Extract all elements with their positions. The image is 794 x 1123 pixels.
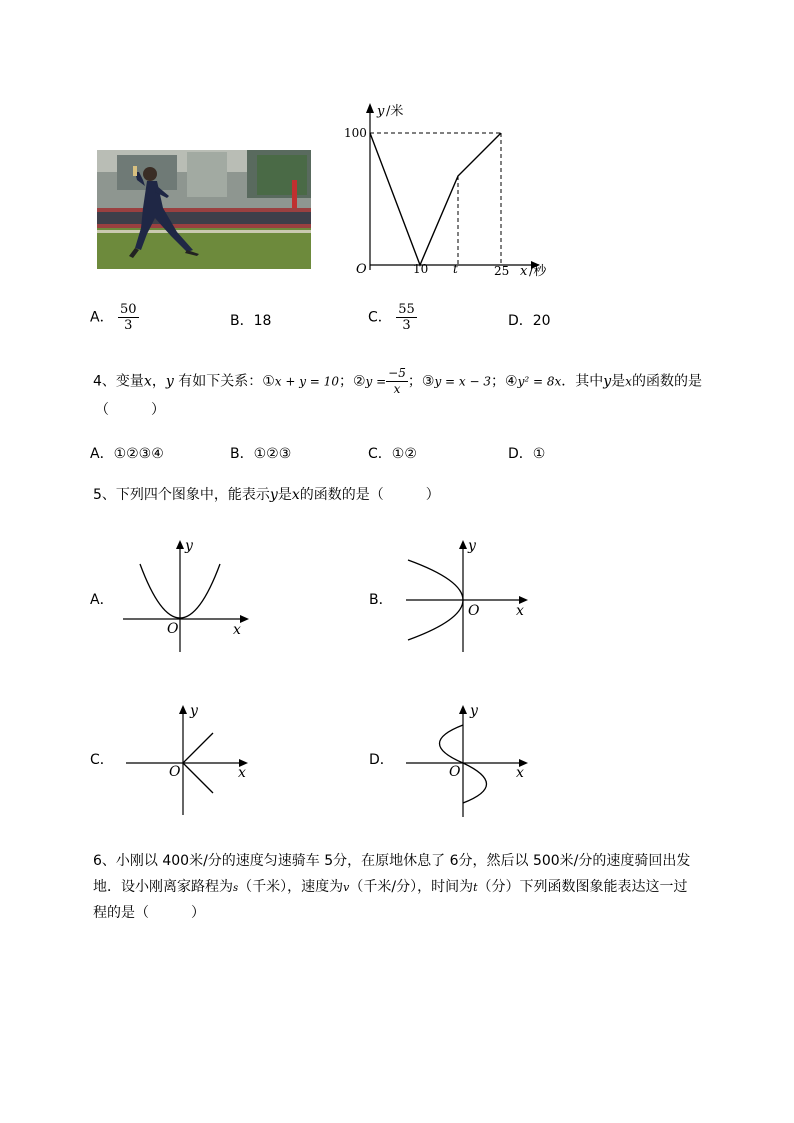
sep: ；③ xyxy=(407,373,435,390)
q5-graph-a[interactable] xyxy=(115,530,260,658)
q4-option-b[interactable]: B．①②③ xyxy=(230,446,292,462)
origin-label: O xyxy=(468,603,480,619)
relation-2-fraction xyxy=(386,366,408,397)
q6-text: （千米），速度为 xyxy=(238,879,344,895)
q4-answer-paren: （ ） xyxy=(95,402,165,418)
origin-label: O xyxy=(449,764,461,780)
fraction-denominator: 3 xyxy=(402,318,411,333)
q3-option-b[interactable]: B．18 xyxy=(230,313,272,329)
var-t: t xyxy=(473,881,478,894)
q6-line-1: 6、小刚以 400米/分的速度匀速骑车 5分，在原地休息了 6分，然后以 500米/分的速度骑回出发 xyxy=(93,853,691,869)
ylabel-var: y xyxy=(377,104,385,119)
option-label: C． xyxy=(368,309,392,326)
y-label: y xyxy=(185,538,193,554)
q4-option-d[interactable]: D．① xyxy=(508,446,546,462)
q3-option-c[interactable] xyxy=(368,302,417,333)
x-label: x xyxy=(516,603,524,619)
fraction-numerator: −5 xyxy=(388,366,406,380)
xlabel-unit: /秒 xyxy=(529,264,547,279)
lower-ray xyxy=(183,763,213,793)
q6-text: （分）下列函数图象能表达这一过 xyxy=(477,879,688,895)
sep: ；④ xyxy=(491,373,518,390)
var-x: x xyxy=(143,373,152,390)
option-label: A． xyxy=(90,309,114,326)
distance-line xyxy=(370,133,501,265)
x-label: x xyxy=(238,765,246,781)
var-s: s xyxy=(233,883,239,894)
y-label: y xyxy=(470,703,478,719)
q6-text: 地．设小刚离家路程为 xyxy=(93,879,233,895)
x-tick-10: 10 xyxy=(413,262,429,276)
fraction xyxy=(396,302,417,333)
x-label: x xyxy=(516,765,524,781)
q5-tail: 的函数的是（ ） xyxy=(299,487,440,503)
x-tick-t: t xyxy=(453,262,458,276)
q5-graph-d[interactable] xyxy=(398,695,543,823)
y-axis-arrow-icon xyxy=(459,705,467,714)
upper-ray xyxy=(183,733,213,763)
origin-label: O xyxy=(356,262,367,277)
q4-stem xyxy=(93,366,702,397)
q4-mid: 有如下关系：① xyxy=(173,373,275,390)
ylabel-unit: /米 xyxy=(386,104,404,119)
q4-tail: 是 xyxy=(611,373,626,390)
q4-option-a[interactable]: A．①②③④ xyxy=(90,446,164,462)
q5-prefix: 5、下列四个图象中，能表示 xyxy=(93,487,270,503)
xlabel-var: x xyxy=(520,264,528,279)
q5-graph-c[interactable] xyxy=(118,695,263,823)
q3-option-a[interactable] xyxy=(90,302,139,333)
sep: ；② xyxy=(338,373,366,390)
q5-option-b-label[interactable]: B． xyxy=(369,592,393,608)
q4-tail: 的函数的是 xyxy=(631,373,702,390)
q4-tail: ．其中 xyxy=(561,373,604,390)
runner-photo xyxy=(97,150,311,269)
q3-option-d[interactable]: D．20 xyxy=(508,313,551,329)
q6-line-3: 程的是（ ） xyxy=(93,905,205,921)
fraction-denominator: 3 xyxy=(124,318,133,333)
relation-4: y² = 8x xyxy=(517,374,562,389)
x-axis-arrow-icon xyxy=(240,615,249,623)
sep: ， xyxy=(151,373,166,390)
q4-prefix: 4、变量 xyxy=(93,373,144,390)
q5-graph-b[interactable] xyxy=(398,530,543,658)
fraction-denominator: x xyxy=(393,382,401,396)
distance-time-graph xyxy=(340,95,560,285)
q5-option-d-label[interactable]: D． xyxy=(369,752,394,768)
q4-option-c[interactable]: C．①② xyxy=(368,446,417,462)
q5-mid: 是 xyxy=(277,487,292,503)
y-tick-100: 100 xyxy=(344,126,367,140)
fraction-numerator: 50 xyxy=(120,302,137,317)
fraction xyxy=(118,302,139,333)
q5-stem xyxy=(93,485,440,505)
y-label: y xyxy=(190,703,198,719)
x-label: x xyxy=(233,622,241,638)
q6-line-2 xyxy=(93,877,688,899)
q5-option-a-label[interactable]: A． xyxy=(90,592,114,608)
var-y: y xyxy=(165,373,174,390)
y-axis-arrow-icon xyxy=(366,103,374,113)
q6-text: （千米/分），时间为 xyxy=(349,879,474,895)
var-v: v xyxy=(343,881,350,894)
origin-label: O xyxy=(169,764,181,780)
fraction-numerator: 55 xyxy=(398,302,415,317)
relation-2-lhs: y = xyxy=(365,374,387,389)
x-tick-25: 25 xyxy=(494,264,510,278)
y-label: y xyxy=(468,538,476,554)
var-x: x xyxy=(625,374,632,389)
relation-3: y = x − 3 xyxy=(434,374,491,389)
relation-1: x + y = 10 xyxy=(274,374,339,389)
y-axis-arrow-icon xyxy=(459,540,467,549)
runner-photo-icon xyxy=(97,150,311,269)
var-y: y xyxy=(603,373,612,390)
var-y: y xyxy=(269,487,278,503)
q5-option-c-label[interactable]: C． xyxy=(90,752,114,768)
y-axis-arrow-icon xyxy=(176,540,184,549)
var-x: x xyxy=(291,487,300,503)
y-axis-arrow-icon xyxy=(179,705,187,714)
origin-label: O xyxy=(167,621,179,637)
